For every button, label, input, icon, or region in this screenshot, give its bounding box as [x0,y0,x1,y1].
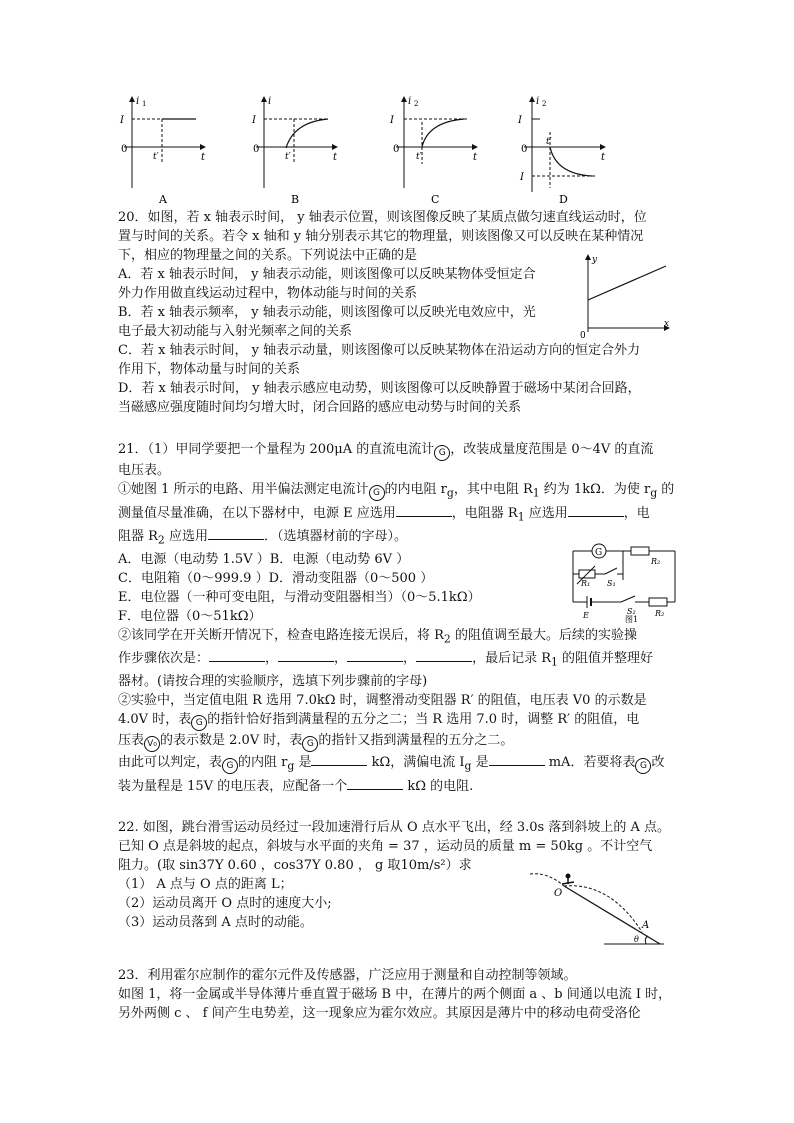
q21-l3e: 的 [657,482,675,497]
answer-blank-rg[interactable] [311,752,367,766]
q21-p2d: ，最后记录 R [472,651,551,667]
q21-sub-g2: g [650,486,658,500]
answer-blank-e[interactable] [396,503,452,517]
q21-sub-r1: 1 [517,510,525,524]
q21-sub-g: g [446,486,454,500]
graph-b-level: I [252,115,256,126]
graph-d-neglevel: I [520,172,524,183]
q20-option-d-1: D．若 x 轴表示时间， y 轴表示感应电动势，则该图像可以反映静置于磁场中某闭合回路， [118,381,641,396]
graph-a-tmark: t′ [153,152,159,162]
q20-fig-origin: 0 [580,331,586,341]
graph-b-yaxis: i [268,96,272,107]
graph-c-ysub: 2 [414,100,419,108]
q21-p2c: 作步骤依次是： [118,651,210,667]
graph-c-label: C [431,193,440,206]
answer-blank-r2[interactable] [208,526,264,540]
q22-item-1: （1） A 点与 O 点的距离 L； [118,877,293,892]
fig21-caption: 图1 [625,615,639,624]
fig22-a: A [642,920,650,931]
q21-l3c: ，其中电阻 R [453,482,533,497]
q21-l5c: ．（选填器材前的字母）。 [263,529,407,545]
q21-sub-1: 1 [532,486,540,500]
fig21-e: E [583,611,589,620]
q21-p4c: 是 [294,754,312,770]
answer-blank-step2[interactable] [278,648,334,662]
q20-option-b-2: 电子最大初动能与入射光频率之间的关系 [118,324,353,339]
graph-a [110,92,215,204]
q21-p3f: 的指针又指到满量程的五分之二。 [318,732,514,748]
answer-blank-r1[interactable] [568,503,624,517]
graph-c-yaxis: i [408,96,412,107]
graph-d-ysub: 2 [542,100,547,108]
graph-d-t: t [601,152,606,163]
fig22-theta: θ [634,935,639,944]
answer-blank-resistor[interactable] [347,776,403,790]
fig21-r1: R₁ [581,579,591,588]
q20-option-c-1: C．若 x 轴表示时间， y 轴表示动量，则该图像可以反映某物体在沿运动方向的恒定合外力 [118,343,641,358]
q21-l3a: ①她图 1 所示的电路、用半偏法测定电流计 [118,482,369,497]
graph-b-origin: 0 [253,144,260,155]
q21-l4b: ，电阻器 R [451,505,518,521]
graph-c [382,92,487,204]
q20-figure [580,252,672,341]
q21-p4e: 是 [471,754,489,770]
q20-fig-y: y [592,255,598,265]
q23-line-2: 如图 1，将一金属或半导体薄片垂直置于磁场 B 中，在薄片的两个侧面 a 、b 间通以电流 I 时， [118,987,672,1002]
q21-option-cd: C．电阻箱（0～999.9 ）D．滑动变阻器（0～500 ） [118,570,434,586]
q21-p3e: 的表示数是 2.0V 时，表 [160,732,303,748]
galvanometer-icon: G [302,736,318,752]
q21-l4d: ，电 [623,505,650,521]
graph-a-level: I [120,115,124,126]
graph-d [510,92,615,204]
q21-circuit-figure [565,540,680,622]
answer-blank-step4[interactable] [416,648,472,662]
graph-c-origin: 0 [393,144,400,155]
q20-fig-x: x [664,319,670,329]
q23-line-1: 23．利用霍尔应制作的霍尔元件及传感器，广泛应用于测量和自动控制等领域。 [118,968,577,983]
q21-p4d: kΩ，满偏电流 I [367,754,465,770]
q20-option-c-2: 作用下，物体动量与时间的关系 [118,362,301,377]
graph-a-t: t [201,152,206,163]
graph-b-label: B [291,193,300,206]
q22-line-1: 22. 如图，跳台滑雪运动员经过一段加速滑行后从 O 点水平飞出，经 3.0s 落到斜坡上的 A 点。 [118,820,670,835]
q21-sub-r1b: 1 [550,655,558,669]
graph-a-label: A [159,193,167,206]
q21-l1: 21．（1）甲同学要把一个量程为 200μA 的直流电流计 [118,442,435,457]
q21-sub-g4: g [464,759,472,773]
q21-l3d: 约为 1kΩ．为使 r [539,482,651,497]
q22-item-3: （3）运动员落到 A 点时的动能。 [118,915,313,930]
answer-blank-ig[interactable] [489,752,545,766]
voltmeter-icon: V₀ [144,736,160,752]
graph-b-t: t [333,152,338,163]
q21-option-ab: A．电源（电动势 1.5V ）B．电源（电动势 6V ） [118,551,410,567]
q21-p3c: 的指针恰好指到满量程的五分之二；当 R 选用 7.0 时，调整 R′ 的阻值，电 [207,711,640,727]
fig22-o: O [554,888,563,899]
galvanometer-icon: G [191,715,207,731]
q20-intro-2: 置与时间的关系。若令 x 轴和 y 轴分别表示其它的物理量，则该图像又可以反映在某种情况 [118,229,644,244]
q20-option-a-2: 外力作用做直线运动过程中，物体动能与时间的关系 [118,286,418,301]
galvanometer-icon: G [635,758,651,774]
answer-blank-step1[interactable] [209,648,265,662]
q21-l1b: ，改装成量度范围是 0～4V 的直流 [450,442,654,457]
q21-l4a: 测量值尽量准确，在以下器材中，电源 E 应选用 [118,505,396,521]
graph-a-ysub: 1 [142,100,147,108]
answer-blank-step3[interactable] [347,648,403,662]
galvanometer-icon: G [434,445,450,461]
question-23 [118,966,678,1023]
q21-sub-g3: g [287,759,295,773]
question-21: 21．（1）甲同学要把一个量程为 200μA 的直流电流计 G ，改装成量度范围是 0～4V 的直流 电压表。 ①她图 1 所示的电路、用半偏法测定电流计 G 的内电阻 $r_g$，其中电阻 $R_1$ 约为 1kΩ．为使 $r_g$ 的 测量值尽量准确，在以下器材中，电源 E 应选用 ，电阻器 $R_1$ 应选用 ，电 阻器 $R_2$ 应选用 ．（选填器材前的字母）。 A．电源（电动势 1.5V ）B．电源（电动势 6V ） C．电阻箱（0～999.9 ）D．滑动变阻器（0～500 ） E．电位器（一种可变电阻，与滑动变阻器相当）（0～5.1kΩ） F．电位器（0～51kΩ） ②该同学在开关断开情况下，检查电路连接无误后，将 $R_2$ 的阻值调至最大。后续的实验操 作步骤依次是： ， ， ， ，最后记录 $R_1$ 的阻值并整理好 器材。(请按合理的实验顺序，选填下列步骤前的字母) ②实验中，当定值电阻 R 选用 7.0kΩ 时，调整滑动变阻器 R′ 的阻值，电压表 V0 的示数是 4.0V 时，表 G 的指针恰好指到满量程的五分之二；当 R 选用 7.0 时，调整 R′ 的阻值，电 压表 V₀ 的表示数是 2.0V 时，表 G 的指针又指到满量程的五分之二。 由此可以判定，表 G 的内阻 $r_g$ 是 kΩ，满偏电流 $I_g$ 是 mA．若要将表 G 改 装为量程是 15V 的电压表，应配备一个 kΩ 的电阻. [118,440,678,796]
q21-p5a: 装为量程是 15V 的电压表，应配备一个 [118,778,348,794]
q21-p2b: 的阻值调至最大。后续的实验操 [450,627,637,643]
galvanometer-icon: G [222,758,238,774]
q20-option-d-2: 当磁感应强度随时间均匀增大时，闭合回路的感应电动势与时间的关系 [118,400,522,415]
q21-l5a: 阻器 R [118,529,158,545]
q21-p3b: 4.0V 时，表 [118,711,192,727]
q22-slope-figure [530,868,670,948]
graph-b-tmark: t′ [285,152,291,162]
graph-b [242,92,347,204]
graph-c-tmark: t′ [416,152,422,162]
q21-sub-r2b: 2 [443,632,451,646]
fig21-s1: S₁ [607,579,616,588]
q21-p4g: 改 [651,754,665,770]
q21-option-f: F．电位器（0～51kΩ） [118,608,262,624]
galvanometer-icon: G [369,485,385,501]
graph-d-origin: 0 [521,144,528,155]
q22-line-3: 阻力。(取 sin37Υ 0.60 ，cos37Υ 0.80 ， g 取10m/s²）求 [118,858,472,873]
fig21-r2-top: R₂ [651,557,661,566]
graph-a-yaxis: i [136,96,140,107]
q21-p3d: 压表 [118,732,145,748]
q20-option-b-1: B．若 x 轴表示频率， y 轴表示动能，则该图像可以反映光电效应中，光 [118,305,536,320]
q21-p4a: 由此可以判定，表 [118,754,223,770]
q21-l3b: 的内电阻 r [384,482,447,497]
graph-c-level: I [390,115,394,126]
fig21-r2: R₂ [655,609,665,618]
q21-p2e: 的阻值并整理好 [557,651,654,667]
graph-d-label: D [559,193,568,206]
q21-l5b: 应选用 [164,529,208,545]
q21-p2a: ②该同学在开关断开情况下，检查电路连接无误后，将 R [118,627,444,643]
q21-p2f: 器材。(请按合理的实验顺序，选填下列步骤前的字母) [118,673,428,689]
q21-p4f: mA．若要将表 [544,754,636,770]
answer-graphs [110,92,630,204]
q22-line-2: 已知 O 点是斜坡的起点，斜坡与水平面的夹角 = 37 ，运动员的质量 m = 50kg 。不计空气 [118,839,653,854]
graph-d-level: I [518,115,522,126]
q20-option-a-1: A．若 x 轴表示时间， y 轴表示动能，则该图像可以反映某物体受恒定合 [118,267,536,282]
graph-d-tmark: t′ [546,137,552,147]
graph-d-yaxis: i [536,96,540,107]
fig21-s2: S₂ [627,607,636,616]
q21-p3a: ②实验中，当定值电阻 R 选用 7.0kΩ 时，调整滑动变阻器 R′ 的阻值，电压表 V0 的示数是 [118,692,647,708]
q20-intro-3: 下，相应的物理量之间的关系。下列说法中正确的是 [118,248,418,263]
q21-p4b: 的内阻 r [238,754,288,770]
q21-p5b: kΩ 的电阻. [403,778,474,794]
fig21-g: G [595,548,603,558]
q20-intro-1: 20．如图，若 x 轴表示时间， y 轴表示位置，则该图像反映了某质点做匀速直线运动时，位 [118,210,647,225]
q23-line-3: 另外两侧 c 、 f 间产生电势差，这一现象应为霍尔效应。其原因是薄片中的移动电荷受洛伦 [118,1006,641,1021]
q22-item-2: （2）运动员离开 O 点时的速度大小; [118,896,332,911]
graph-a-origin: 0 [121,144,128,155]
q21-sub-r2: 2 [157,533,165,547]
q21-l4c: 应选用 [524,505,568,521]
q21-l2: 电压表。 [118,463,171,478]
q21-option-e: E．电位器（一种可变电阻，与滑动变阻器相当）（0～5.1kΩ） [118,589,481,605]
graph-c-t: t [473,152,478,163]
